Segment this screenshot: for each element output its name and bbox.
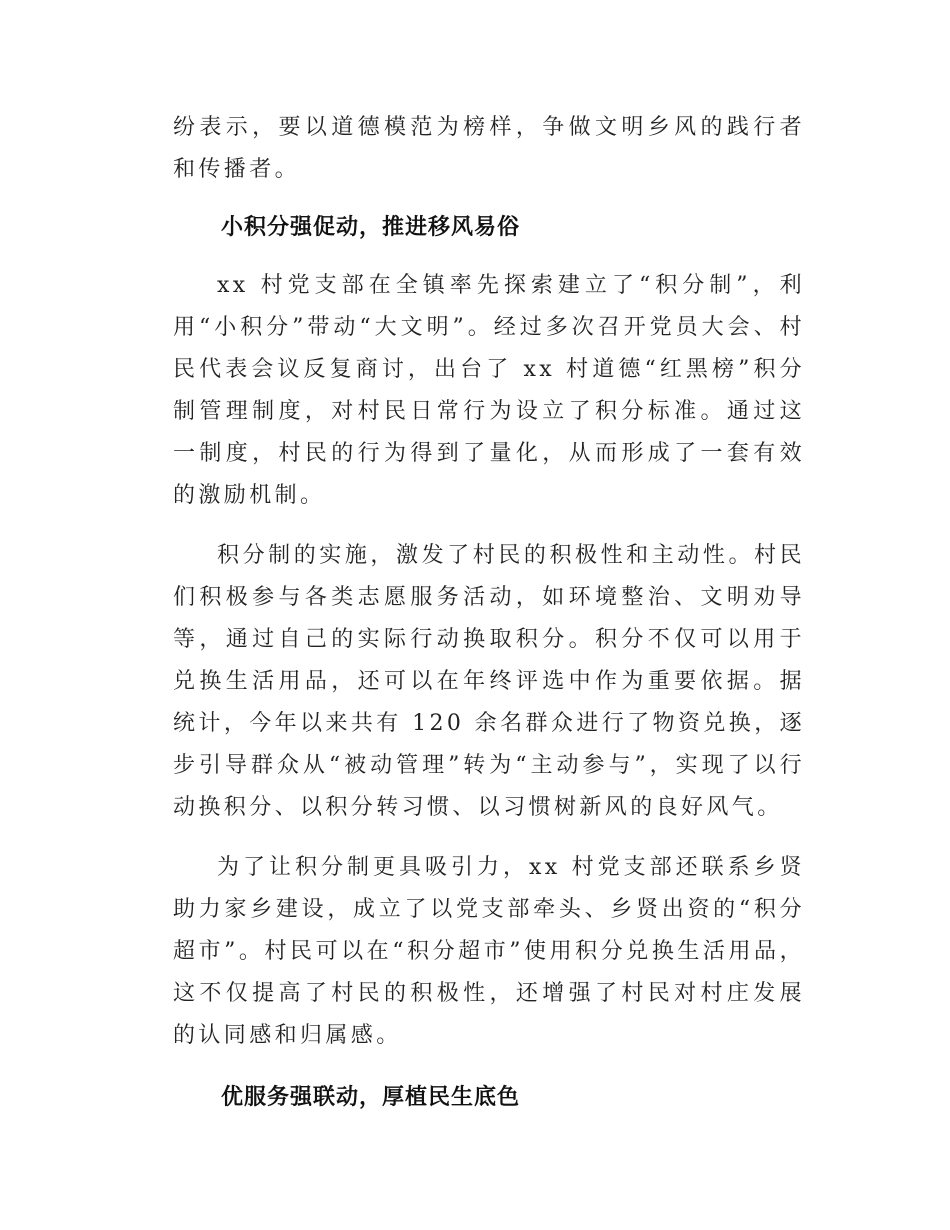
paragraph: 为了让积分制更具吸引力，xx 村党支部还联系乡贤助力家乡建设，成立了以党支部牵头、乡贤出资的“积分超市”。村民可以在“积分超市”使用积分兑换生活用品，这不仅提高了村民的积极性，还增强了村民对村庄发展的认同感和归属感。 bbox=[173, 855, 805, 1048]
section-heading: 小积分强促动，推进移风易俗 bbox=[221, 215, 521, 240]
paragraph-block bbox=[173, 265, 805, 517]
paragraph-block bbox=[173, 535, 805, 829]
section-heading: 优服务强联动，厚植民生底色 bbox=[221, 1085, 521, 1110]
paragraph: xx 村党支部在全镇率先探索建立了“积分制”，利用“小积分”带动“大文明”。经过多次召开党员大会、村民代表会议反复商讨，出台了 xx 村道德“红黑榜”积分制管理制度，对村民日常行为设立了积分标准。通过这一制度，村民的行为得到了量化，从而形成了一套有效的激励机制。 bbox=[173, 273, 805, 508]
paragraph-continuation bbox=[173, 107, 805, 191]
paragraph-block bbox=[173, 847, 805, 1057]
paragraph: 纷表示，要以道德模范为榜样，争做文明乡风的践行者和传播者。 bbox=[173, 115, 805, 182]
paragraph: 积分制的实施，激发了村民的积极性和主动性。村民们积极参与各类志愿服务活动，如环境整治、文明劝导等，通过自己的实际行动换取积分。积分不仅可以用于兑换生活用品，还可以在年终评选中作为重要依据。据统计，今年以来共有 120 余名群众进行了物资兑换，逐步引导群众从“被动管理”转为“主动参与”，实现了以行动换积分、以积分转习惯、以习惯树新风的良好风气。 bbox=[173, 543, 805, 820]
